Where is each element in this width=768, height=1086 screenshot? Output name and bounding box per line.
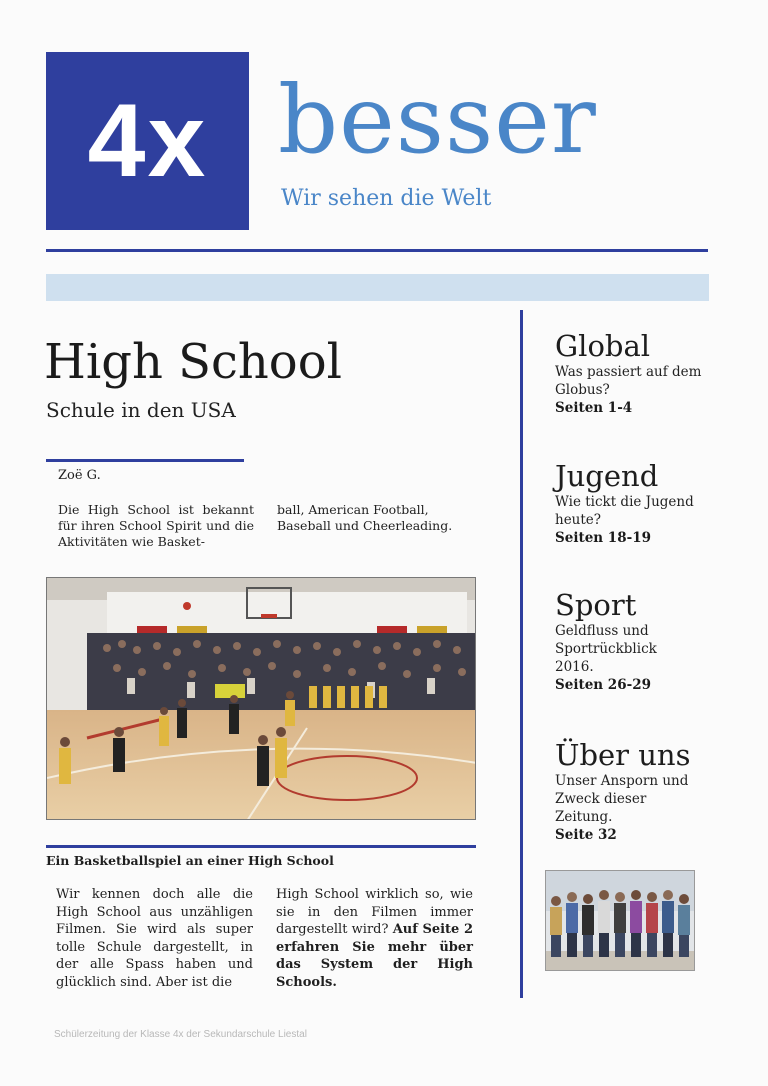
section-description: Was passiert auf dem Globus? [555, 364, 702, 398]
tagline: Wir sehen die Welt [281, 186, 492, 211]
header-band [46, 274, 709, 301]
basketball-photo [46, 577, 476, 820]
section-title: Über uns [555, 738, 691, 772]
section-pages: Seiten 1-4 [555, 400, 633, 416]
section-pages: Seiten 26-29 [555, 677, 651, 693]
sidebar-section-sport [555, 588, 685, 694]
team-photo [545, 870, 695, 971]
masthead-divider [46, 249, 708, 252]
sidebar-section-jugend [555, 459, 715, 547]
author-divider [46, 459, 244, 462]
brand-name: besser [278, 66, 597, 175]
basketball-photo-illustration [47, 578, 476, 820]
section-description: Geldfluss und Sportrückblick 2016. [555, 623, 657, 675]
article-subtitle: Schule in den USA [46, 398, 236, 422]
body-text-right [276, 886, 473, 991]
body-text-right-regular: High School wirklich so, wie sie in den Filmen immer dargestellt wird? [276, 887, 473, 937]
sidebar-section-global [555, 329, 715, 417]
sidebar-section-ueber-uns [555, 738, 705, 844]
article-title: High School [44, 334, 342, 390]
photo-caption: Ein Basketballspiel an einer High School [46, 853, 334, 868]
section-description: Unser Ansporn und Zweck dieser Zeitung. [555, 773, 689, 825]
section-title: Sport [555, 588, 637, 622]
intro-text-left: Die High School ist bekannt für ihren School Spirit und die Aktivitäten wie Basket- [58, 502, 254, 549]
footer-text: Schülerzeitung der Klasse 4x der Sekundarschule Liestal [54, 1029, 307, 1040]
body-text-left: Wir kennen doch alle die High School aus unzähligen Filmen. Sie wird als super tolle Schule dargestellt, in der alle Spass haben und glücklich sind. Aber ist die [56, 887, 253, 990]
caption-divider [46, 845, 476, 848]
section-title: Global [555, 329, 651, 363]
column-divider [520, 310, 523, 998]
section-title: Jugend [555, 459, 659, 493]
section-pages: Seiten 18-19 [555, 530, 651, 546]
article-author: Zoë G. [58, 468, 101, 483]
section-description: Wie tickt die Jugend heute? [555, 494, 694, 528]
body-text-right-bold: Auf Seite 2 erfahren Sie mehr über das System der High Schools. [276, 922, 473, 990]
team-photo-illustration [546, 871, 695, 971]
intro-text-right: ball, American Football, Baseball und Cheerleading. [277, 502, 453, 533]
section-pages: Seite 32 [555, 827, 617, 843]
logo: 4x [46, 52, 249, 230]
